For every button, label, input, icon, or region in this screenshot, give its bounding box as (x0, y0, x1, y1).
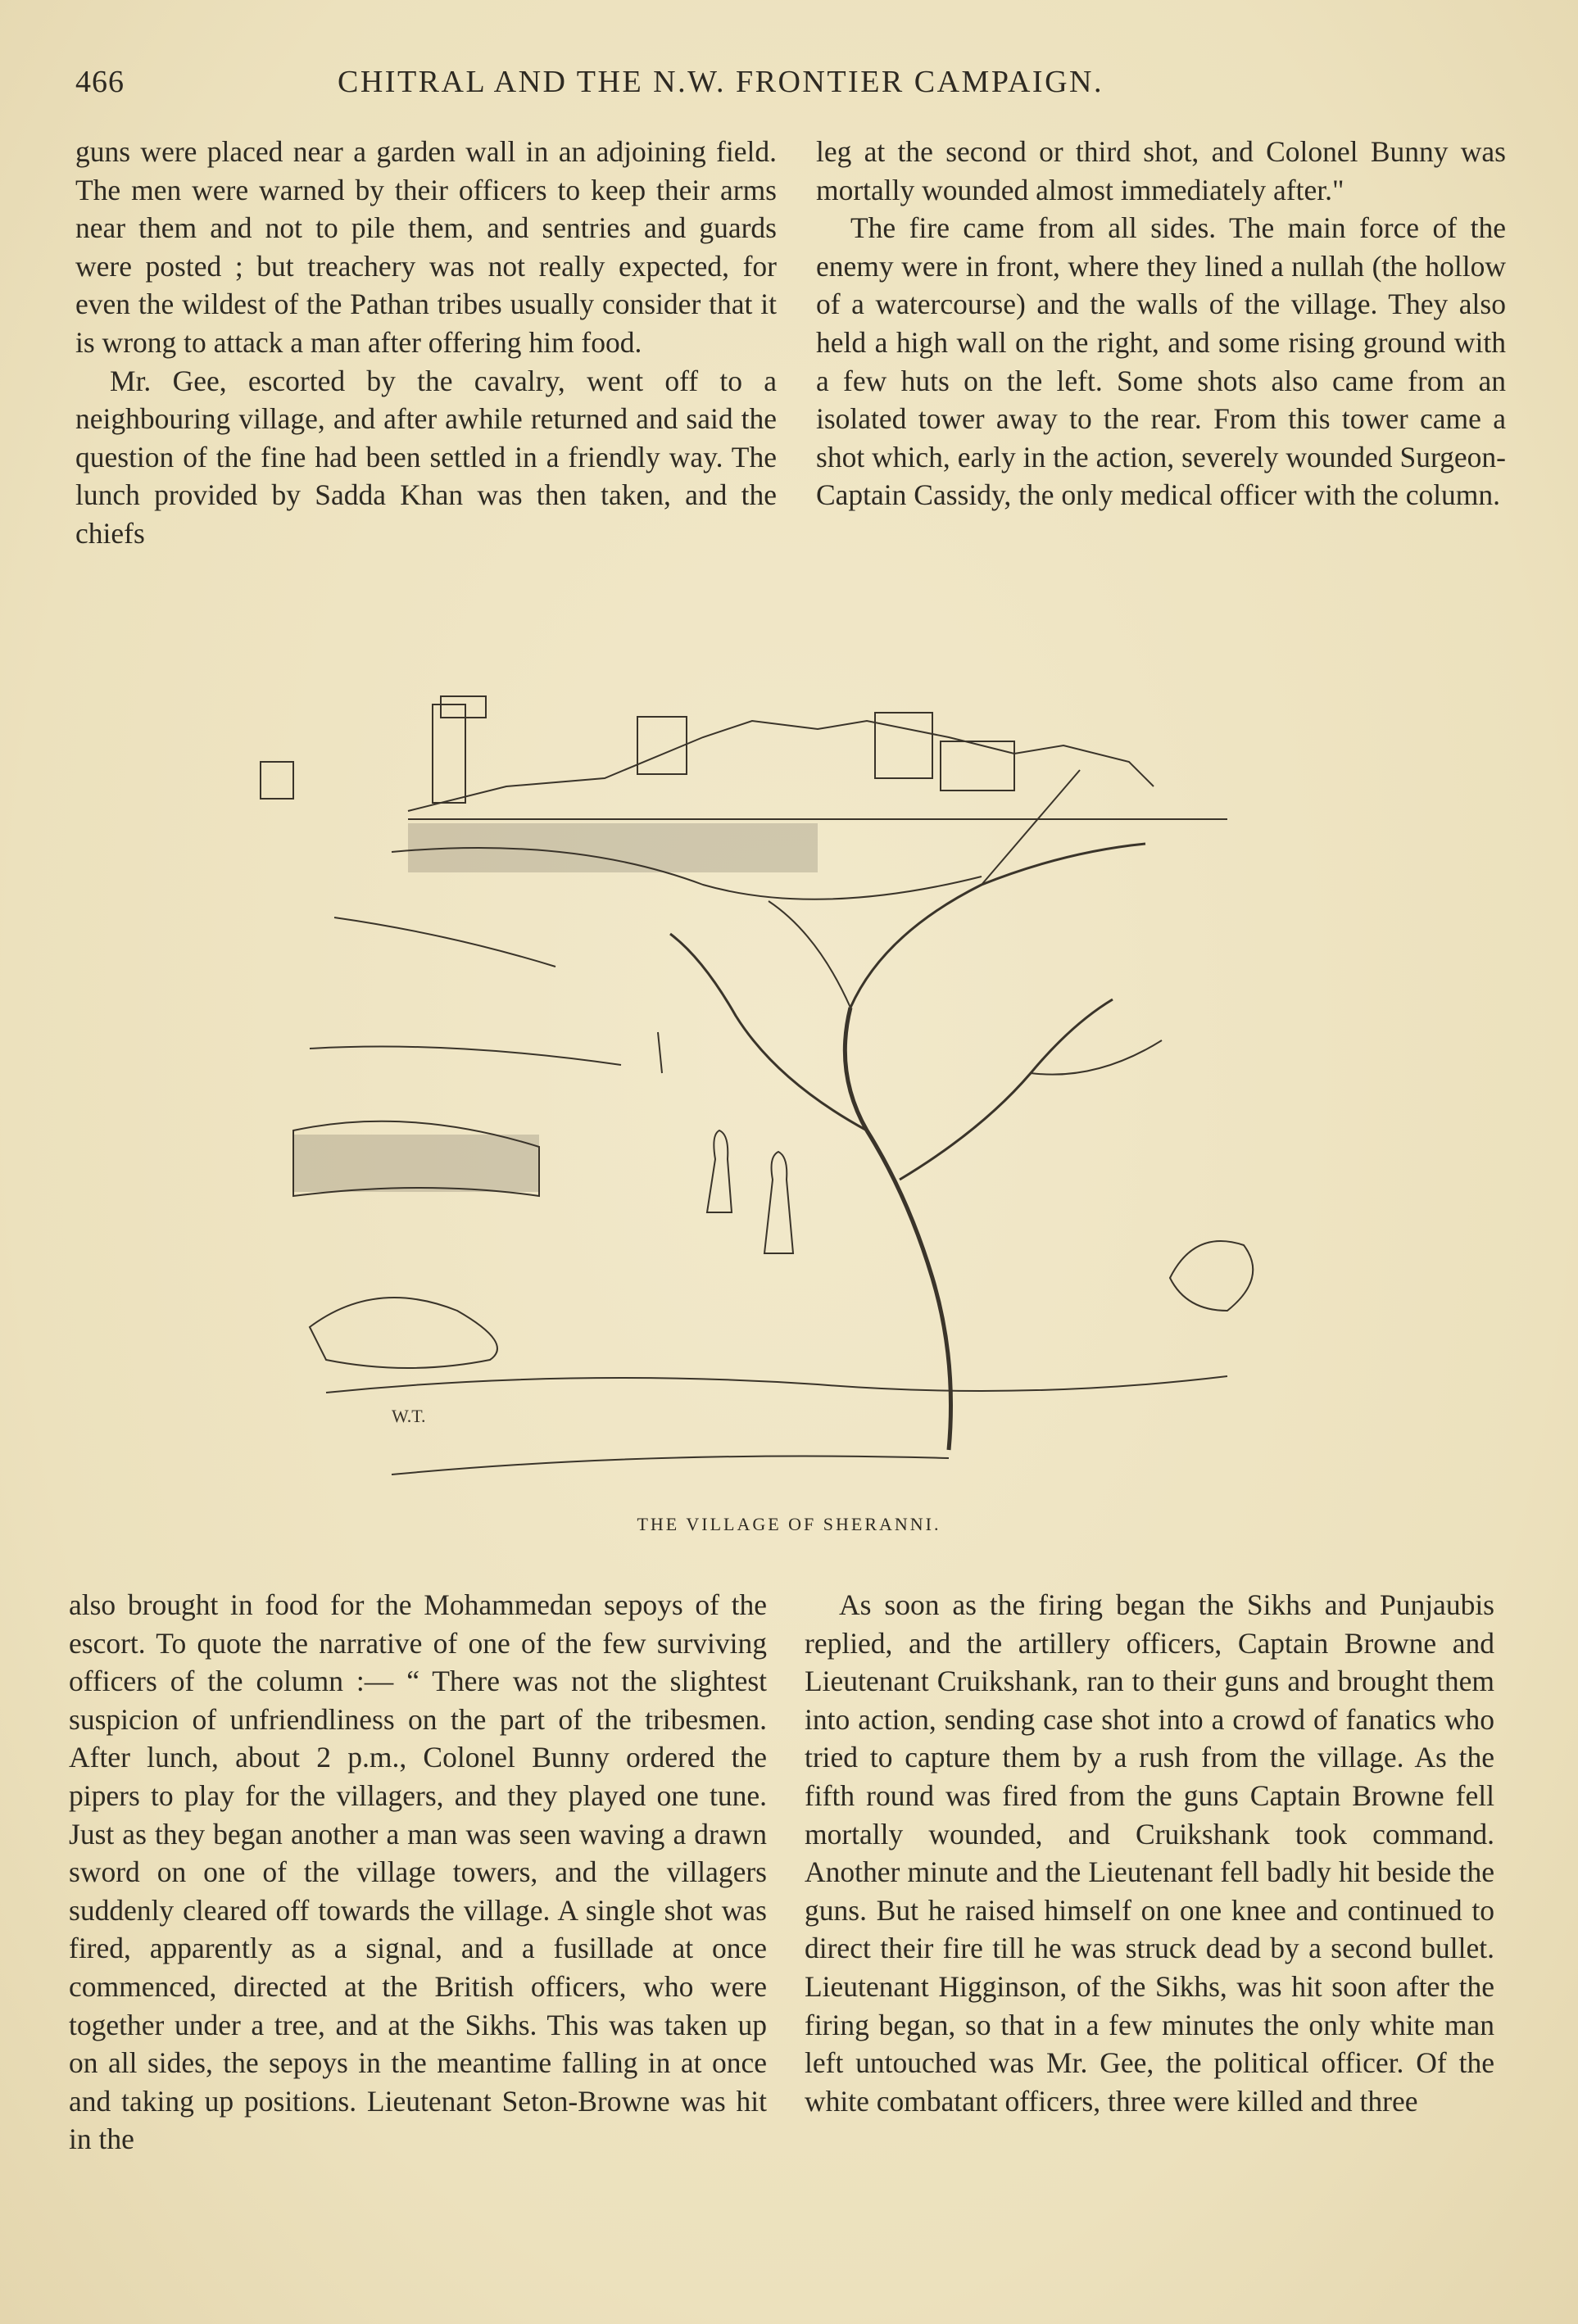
figure-shape (764, 1152, 793, 1253)
tower-top-shape (441, 696, 486, 718)
ground-line-shape (310, 1047, 621, 1066)
artist-signature: W.T. (392, 1406, 426, 1426)
rocks-shape (310, 1298, 497, 1368)
tree-trunk-shape (845, 1008, 950, 1450)
paragraph: leg at the second or third shot, and Colonel Bunny was mortally wounded almost immediately after." (816, 135, 1506, 206)
tree-branch-shape (769, 901, 850, 1008)
shade-shape (408, 823, 818, 872)
illustration-caption: THE VILLAGE OF SHERANNI. (637, 1514, 941, 1534)
tree-branch-shape (900, 999, 1113, 1180)
house-shape (637, 717, 687, 774)
tree-branch-shape (670, 934, 867, 1130)
tower-shape (433, 704, 465, 803)
village-engraving-icon (244, 688, 1334, 1499)
paragraph: The fire came from all sides. The main force of the enemy were in front, where they lined a nullah (the hollow of a watercourse) and the walls of the village. They also held a high wall on the right, and some rising ground with a few huts on the left. Some shots also came from an isolated tower away to the rear. From this tower came a shot which, early in the action, severely wounded Surgeon-Captain Cassidy, the only medical officer with the column. (816, 211, 1506, 512)
tree-branch-shape (1031, 1040, 1162, 1075)
paragraph: also brought in food for the Mohammedan sepoys of the escort. To quote the narrative of one of the few surviving officers of the column :— “ There was not the slightest suspicion of unfriendliness on the part of the tribesmen. After lunch, about 2 p.m., Colonel Bunny ordered the pipers to play for the villagers, and they played one tune. Just as they began another a man was seen waving a drawn sword on one of the village towers, and the villagers suddenly cleared off towards the village. A single shot was fired, apparently as a signal, and a fusillade at once commenced, directed at the British officers, who were together under a tree, and at the Sikhs. This was taken up on all sides, the sepoys in the meantime falling in at once and taking up positions. Lieutenant Seton-Browne was hit in the (69, 1588, 767, 2156)
bottom-left-column (69, 1586, 767, 2159)
village-illustration (244, 688, 1334, 1499)
page-number: 466 (75, 65, 125, 99)
figure-shape (707, 1130, 732, 1212)
ground-line-shape (392, 1456, 949, 1475)
paragraph: guns were placed near a garden wall in an adjoining field. The men were warned by their officers to keep their arms near them and not to pile them, and sentries and guards were posted ; but treachery was not really expected, for even the wildest of the Pathan tribes usually consider that it is wrong to attack a man after offering him food. (75, 135, 777, 359)
paragraph: As soon as the firing began the Sikhs and Punjaubis replied, and the artillery officers, Captain Browne and Lieutenant Cruikshank, ran to their guns and brought them into action, sending case shot into a crowd of fanatics who tried to capture them by a rush from the village. As the fifth round was fired from the guns Captain Browne fell mortally wounded, and Cruikshank took command. Another minute and the Lieutenant fell badly hit beside the guns. But he raised himself on one knee and continued to direct their fire till he was struck dead by a second bullet. Lieutenant Higginson, of the Sikhs, was hit soon after the firing began, so that in a few minutes the only white man left untouched was Mr. Gee, the political officer. Of the white combatant officers, three were killed and three (805, 1588, 1494, 2118)
figure-shape (658, 1032, 662, 1073)
paragraph: Mr. Gee, escorted by the cavalry, went off to a neighbouring village, and after awhile returned and said the question of the fine had been settled in a friendly way. The lunch provided by Sadda Khan was then taken, and the chiefs (75, 364, 777, 550)
running-title: CHITRAL AND THE N.W. FRONTIER CAMPAIGN. (338, 65, 1104, 99)
house-shape (875, 713, 932, 778)
page-header (75, 64, 1534, 110)
top-left-column (75, 133, 777, 553)
hut-shape (261, 762, 293, 799)
bush-shape (1170, 1241, 1253, 1311)
top-right-column (816, 133, 1506, 514)
ground-line-shape (326, 1376, 1227, 1393)
shade-shape (293, 1135, 539, 1192)
house-shape (941, 741, 1014, 791)
skyline-shape (408, 721, 1154, 811)
tree-branch-shape (850, 844, 1145, 1008)
terrace-shape (334, 917, 555, 967)
bottom-right-column (805, 1586, 1494, 2120)
